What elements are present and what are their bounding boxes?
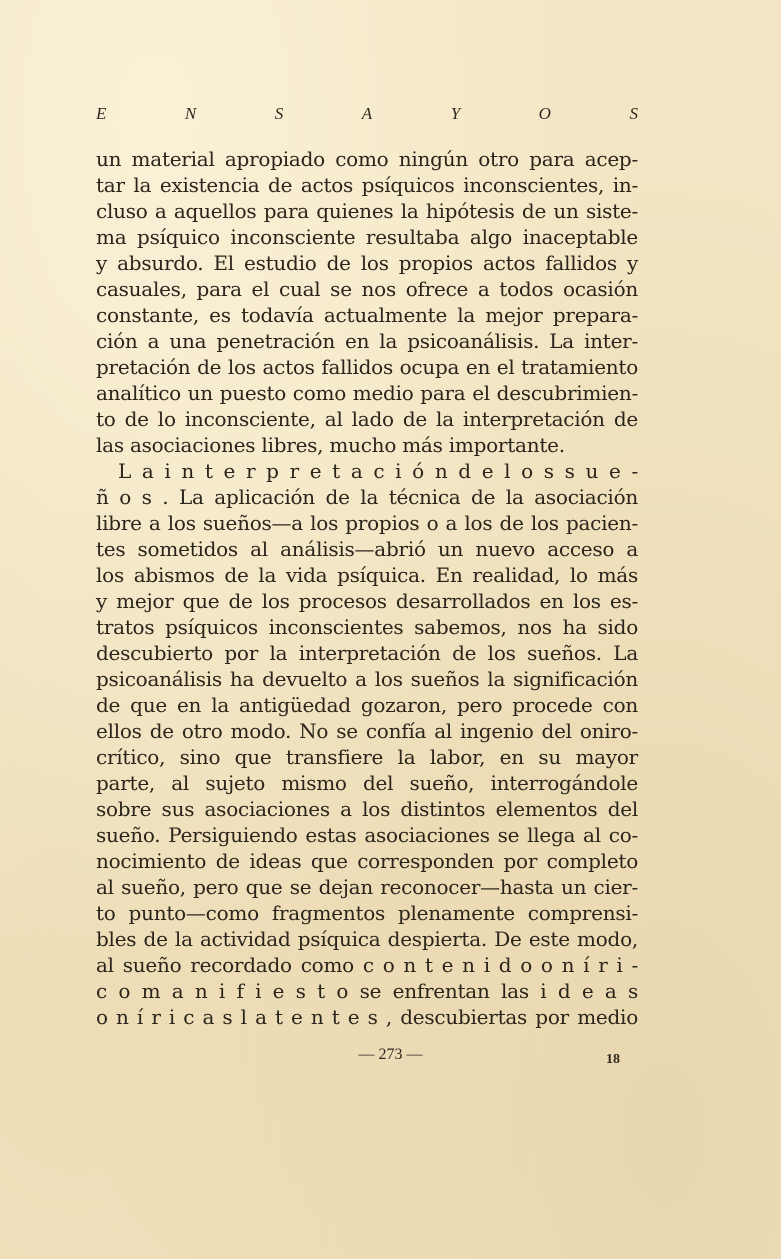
signature-mark: 18 (606, 1052, 620, 1067)
page-number: — 273 — (358, 1046, 423, 1063)
text-line: pretación de los actos fallidos ocupa en el tratamiento (96, 355, 638, 379)
text-line: las asociaciones libres, mucho más importante. (96, 433, 565, 457)
running-head-letter: N (184, 104, 197, 123)
text-line: analítico un puesto como medio para el descubrimien- (96, 381, 638, 405)
text-line: los abismos de la vida psíquica. En realidad, lo más (96, 563, 638, 587)
running-head-letter: Y (450, 104, 461, 123)
text-line: ellos de otro modo. No se confía al ingenio del oniro- (96, 719, 638, 743)
text-line: tes sometidos al análisis—abrió un nuevo acceso a (96, 537, 638, 561)
text-line: nocimiento de ideas que corresponden por completo (96, 849, 638, 873)
running-head-letter: O (538, 104, 551, 123)
text-line: y absurdo. El estudio de los propios actos fallidos y (96, 251, 638, 275)
text-line: y mejor que de los procesos desarrollados en los es- (96, 589, 638, 613)
text-line: al sueño, pero que se dejan reconocer—hasta un cier- (96, 875, 638, 899)
text-line: ción a una penetración en la psicoanálisis. La inter- (96, 329, 638, 353)
text-line: sobre sus asociaciones a los distintos elementos del (96, 797, 638, 821)
running-head (96, 104, 638, 124)
text-line: ñ o s . La aplicación de la técnica de la asociación (96, 485, 638, 509)
text-line: casuales, para el cual se nos ofrece a todos ocasión (96, 277, 638, 301)
text-line: constante, es todavía actualmente la mejor prepara- (96, 303, 638, 327)
text-line: psicoanálisis ha devuelto a los sueños la significación (96, 667, 638, 691)
running-head-letter: S (274, 104, 284, 123)
running-head-letter: S (629, 104, 638, 123)
text-line: c o m a n i f i e s t o se enfrentan las i d e a s (96, 979, 638, 1003)
text-line: sueño. Persiguiendo estas asociaciones se llega al co- (96, 823, 638, 847)
text-line: de que en la antigüedad gozaron, pero procede con (96, 693, 638, 717)
text-line: crítico, sino que transfiere la labor, en su mayor (96, 745, 638, 769)
text-line: tar la existencia de actos psíquicos inconscientes, in- (96, 173, 638, 197)
text-line: al sueño recordado como c o n t e n i d o o n í r i - (96, 953, 638, 977)
text-line: descubierto por la interpretación de los sueños. La (96, 641, 638, 665)
text-line: tratos psíquicos inconscientes sabemos, nos ha sido (96, 615, 638, 639)
text-line: cluso a aquellos para quienes la hipótesis de un siste- (96, 199, 638, 223)
text-line: libre a los sueños—a los propios o a los de los pacien- (96, 511, 638, 535)
text-line: ma psíquico inconsciente resultaba algo inaceptable (96, 225, 638, 249)
running-head-letter: A (361, 104, 373, 123)
section-heading-line: L a i n t e r p r e t a c i ó n d e l o s s u e - (118, 459, 638, 483)
text-line: to punto—como fragmentos plenamente comprensi- (96, 901, 638, 925)
running-head-letter: E (96, 104, 107, 123)
text-line: o n í r i c a s l a t e n t e s , descubiertas por medio (96, 1005, 638, 1029)
body-text (96, 146, 638, 1030)
text-line: to de lo inconsciente, al lado de la interpretación de (96, 407, 638, 431)
text-line: bles de la actividad psíquica despierta. De este modo, (96, 927, 638, 951)
text-line: parte, al sujeto mismo del sueño, interrogándole (96, 771, 638, 795)
text-line: un material apropiado como ningún otro para acep- (96, 147, 638, 171)
